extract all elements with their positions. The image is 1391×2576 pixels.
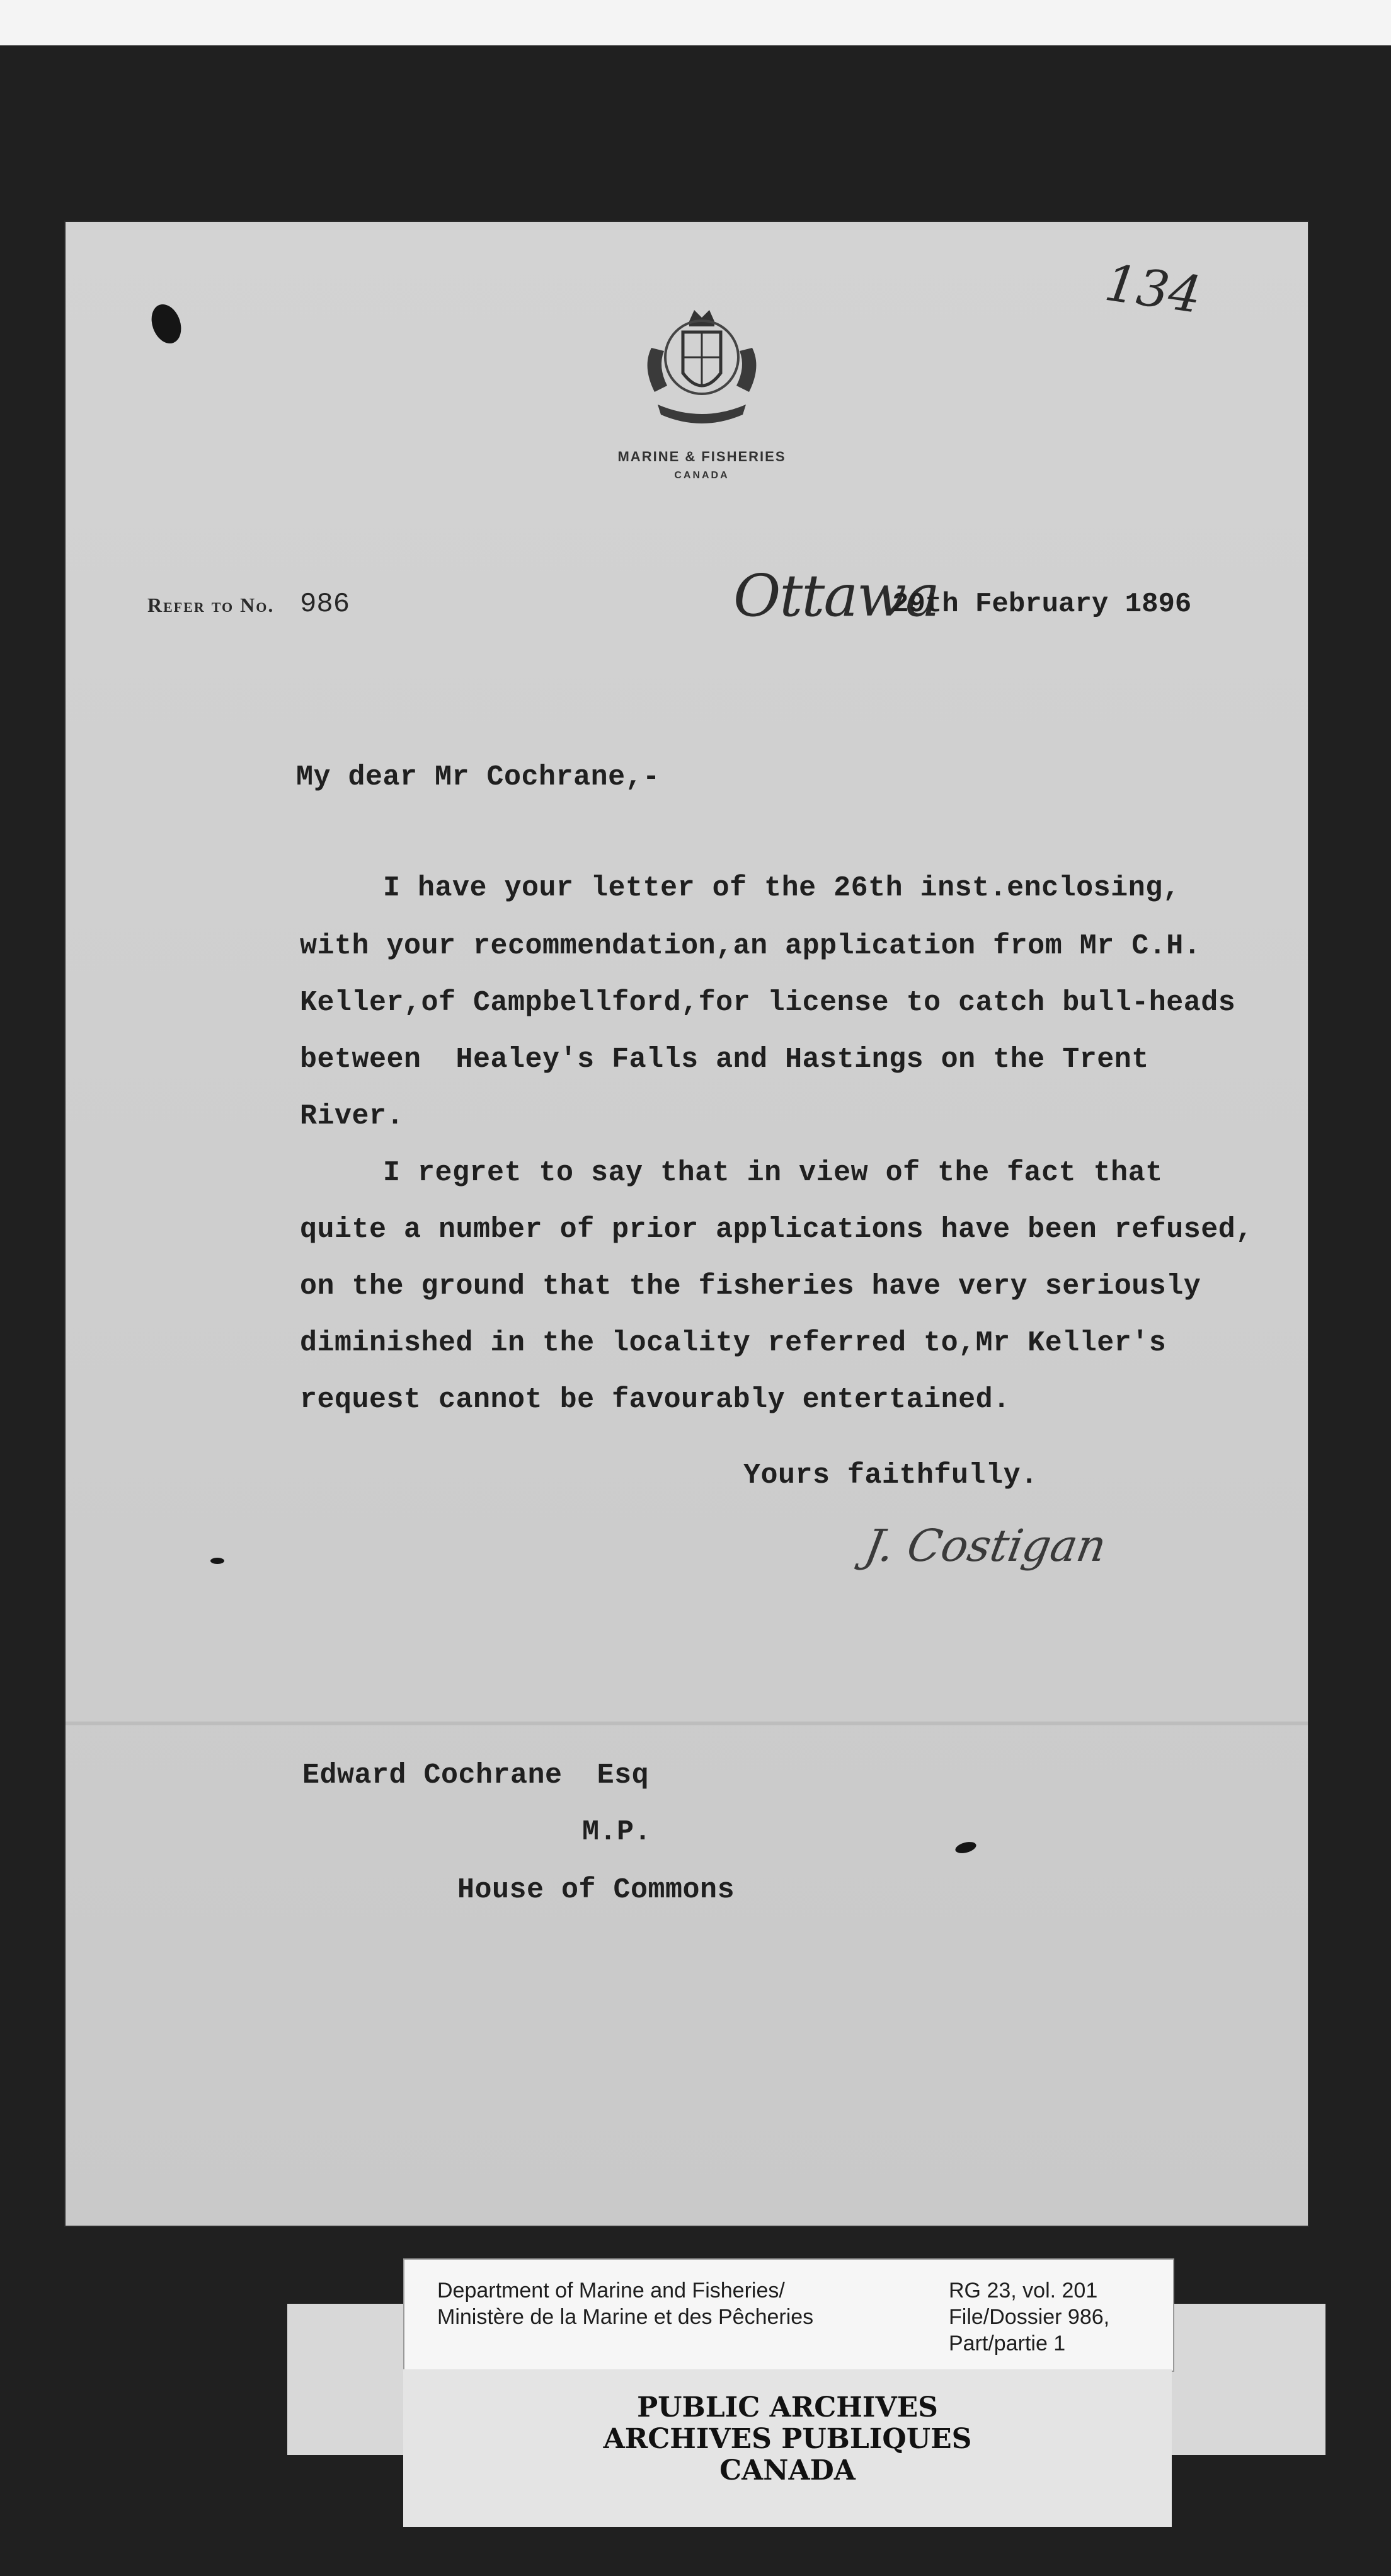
letter-date: 29th February 1896: [892, 589, 1192, 620]
letter-sheet: [66, 222, 1308, 2226]
department-line-fr: Ministère de la Marine et des Pêcheries: [437, 2305, 814, 2329]
refer-to-label: Refer to No.: [147, 594, 275, 616]
ink-blot: [146, 300, 186, 347]
body-line: between Healey's Falls and Hastings on the Trent: [300, 1044, 1149, 1076]
ink-spot: [210, 1558, 224, 1564]
body-line: I regret to say that in view of the fact that: [383, 1157, 1163, 1189]
stamp-line-en: PUBLIC ARCHIVES: [637, 2391, 938, 2424]
archive-label: [403, 2258, 1174, 2372]
body-line: diminished in the locality referred to,Mr Keller's: [300, 1327, 1167, 1359]
file-number-annotation: 134: [1101, 253, 1205, 325]
file-dossier-line: File/Dossier 986,: [949, 2305, 1110, 2329]
crest-department-name: MARINE & FISHERIES: [617, 449, 786, 464]
crest: [588, 304, 815, 493]
body-line: with your recommendation,an application from Mr C.H.: [300, 930, 1201, 962]
addressee-location: House of Commons: [457, 1874, 735, 1906]
body-line: quite a number of prior applications have been refused,: [300, 1214, 1253, 1246]
department-line-en: Department of Marine and Fisheries/: [437, 2279, 785, 2303]
body-line: Keller,of Campbellford,for license to catch bull-heads: [300, 987, 1236, 1019]
closing: Yours faithfully.: [743, 1459, 1038, 1492]
body-line: River.: [300, 1100, 404, 1132]
signature: J. Costigan: [861, 1520, 1111, 1572]
crest-country: CANADA: [674, 470, 730, 481]
addressee-name: Edward Cochrane Esq: [302, 1759, 650, 1791]
salutation: My dear Mr Cochrane,-: [296, 761, 660, 793]
fold-line: [66, 1722, 1308, 1725]
stamp-line-country: CANADA: [719, 2454, 856, 2487]
body-line: on the ground that the fisheries have very seriously: [300, 1270, 1201, 1302]
ink-spot: [954, 1840, 978, 1855]
coat-of-arms-icon: [620, 304, 784, 442]
body-line: I have your letter of the 26th inst.enclosing,: [383, 872, 1181, 904]
archives-stamp: [403, 2369, 1172, 2527]
part-line: Part/partie 1: [949, 2332, 1066, 2355]
city-script: Ottawa: [733, 562, 939, 630]
top-border-strip: [0, 0, 1391, 45]
record-group-line: RG 23, vol. 201: [949, 2279, 1098, 2303]
addressee-title: M.P.: [582, 1816, 652, 1848]
refer-number: 986: [300, 589, 350, 620]
body-line: request cannot be favourably entertained.: [300, 1384, 1010, 1416]
stamp-line-fr: ARCHIVES PUBLIQUES: [603, 2423, 972, 2455]
